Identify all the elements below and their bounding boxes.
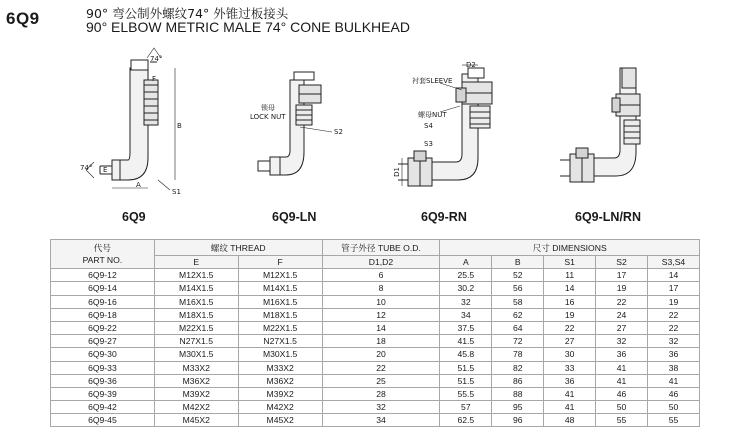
cell-thread-e: N27X1.5	[154, 335, 238, 348]
cell-thread-f: M42X2	[238, 401, 322, 414]
cell-thread-e: M30X1.5	[154, 348, 238, 361]
model-label-6q9-ln-rn: 6Q9-LN/RN	[575, 210, 641, 224]
cell-tube-od: 28	[322, 387, 440, 400]
cell-dim-s3-s4: 36	[648, 348, 700, 361]
table-row	[51, 282, 700, 295]
cell-part-no: 6Q9-27	[51, 335, 155, 348]
cell-thread-f: M30X1.5	[238, 348, 322, 361]
drawing-6q9-ln-rn	[560, 68, 640, 182]
cell-tube-od: 32	[322, 401, 440, 414]
cell-thread-e: M39X2	[154, 387, 238, 400]
cell-dim-s2: 32	[596, 335, 648, 348]
cell-dim-s1: 41	[544, 387, 596, 400]
subheader-f: F	[238, 256, 322, 269]
cell-dim-s2: 41	[596, 374, 648, 387]
table-row	[51, 348, 700, 361]
cell-dim-s1: 41	[544, 401, 596, 414]
drawing-6q9	[86, 48, 175, 190]
table-row	[51, 374, 700, 387]
cell-tube-od: 12	[322, 308, 440, 321]
cell-dim-s3-s4: 46	[648, 387, 700, 400]
cell-part-no: 6Q9-16	[51, 295, 155, 308]
cell-dim-s3-s4: 22	[648, 308, 700, 321]
cell-part-no: 6Q9-22	[51, 321, 155, 334]
cell-dim-b: 88	[492, 387, 544, 400]
subheader-b: B	[492, 256, 544, 269]
series-code: 6Q9	[6, 9, 40, 28]
cell-dim-b: 52	[492, 269, 544, 282]
cell-dim-s2: 19	[596, 282, 648, 295]
cell-dim-a: 62.5	[440, 414, 492, 427]
title-chinese: 90° 弯公制外螺纹74° 外锥过板接头	[86, 6, 289, 21]
cell-part-no: 6Q9-18	[51, 308, 155, 321]
table-row	[51, 335, 700, 348]
cell-dim-b: 82	[492, 361, 544, 374]
cell-part-no: 6Q9-12	[51, 269, 155, 282]
cell-tube-od: 6	[322, 269, 440, 282]
cell-thread-f: M39X2	[238, 387, 322, 400]
angle-label-side: 74°	[80, 164, 93, 172]
cell-dim-s3-s4: 38	[648, 361, 700, 374]
cell-dim-b: 86	[492, 374, 544, 387]
table-row	[51, 387, 700, 400]
cell-dim-a: 51.5	[440, 374, 492, 387]
cell-thread-f: M12X1.5	[238, 269, 322, 282]
cell-thread-e: M12X1.5	[154, 269, 238, 282]
sleeve-label: 衬套SLEEVE	[412, 77, 453, 85]
subheader-d1-d2: D1,D2	[322, 256, 440, 269]
cell-dim-b: 62	[492, 308, 544, 321]
cell-thread-f: M22X1.5	[238, 321, 322, 334]
cell-dim-s3-s4: 41	[648, 374, 700, 387]
fitting-drawings	[0, 40, 750, 230]
cell-dim-s1: 16	[544, 295, 596, 308]
cell-dim-a: 32	[440, 295, 492, 308]
cell-dim-s3-s4: 22	[648, 321, 700, 334]
cell-tube-od: 22	[322, 361, 440, 374]
title-english: 90° ELBOW METRIC MALE 74° CONE BULKHEAD	[86, 19, 410, 35]
cell-tube-od: 18	[322, 335, 440, 348]
drawing-6q9-ln	[258, 72, 332, 175]
nut-label: 螺母NUT	[418, 111, 447, 119]
cell-dim-a: 34	[440, 308, 492, 321]
cell-tube-od: 34	[322, 414, 440, 427]
cell-thread-e: M42X2	[154, 401, 238, 414]
header-thread: 螺纹 THREAD	[154, 240, 322, 256]
dim-s4-label: S4	[424, 122, 433, 130]
cell-thread-e: M22X1.5	[154, 321, 238, 334]
cell-tube-od: 25	[322, 374, 440, 387]
cell-dim-s2: 46	[596, 387, 648, 400]
cell-dim-s1: 11	[544, 269, 596, 282]
cell-dim-s2: 36	[596, 348, 648, 361]
cell-thread-f: M45X2	[238, 414, 322, 427]
cell-thread-f: M14X1.5	[238, 282, 322, 295]
cell-part-no: 6Q9-33	[51, 361, 155, 374]
cell-dim-b: 72	[492, 335, 544, 348]
model-label-6q9-ln: 6Q9-LN	[272, 210, 317, 224]
cell-dim-a: 37.5	[440, 321, 492, 334]
cell-dim-s1: 22	[544, 321, 596, 334]
cell-thread-f: N27X1.5	[238, 335, 322, 348]
dim-s1-label: S1	[172, 188, 181, 196]
cell-dim-s2: 24	[596, 308, 648, 321]
cell-dim-a: 45.8	[440, 348, 492, 361]
cell-dim-a: 30.2	[440, 282, 492, 295]
cell-dim-b: 95	[492, 401, 544, 414]
subheader-e: E	[154, 256, 238, 269]
cell-dim-b: 96	[492, 414, 544, 427]
cell-dim-s1: 33	[544, 361, 596, 374]
cell-dim-s1: 14	[544, 282, 596, 295]
cell-dim-s3-s4: 19	[648, 295, 700, 308]
lock-nut-label: LOCK NUT	[250, 113, 286, 121]
cell-dim-s1: 36	[544, 374, 596, 387]
header-tube-od: 管子外径 TUBE O.D.	[322, 240, 440, 256]
cell-dim-s3-s4: 17	[648, 282, 700, 295]
dim-s3-label: S3	[424, 140, 433, 148]
subheader-s3-s4: S3,S4	[648, 256, 700, 269]
subheader-s1: S1	[544, 256, 596, 269]
cell-dim-a: 51.5	[440, 361, 492, 374]
header-part-no-cn: 代号	[93, 243, 111, 254]
cell-tube-od: 10	[322, 295, 440, 308]
model-label-6q9: 6Q9	[122, 210, 146, 224]
angle-label-top: 74°	[150, 55, 163, 63]
cell-thread-e: M45X2	[154, 414, 238, 427]
cell-dim-s2: 50	[596, 401, 648, 414]
cell-dim-a: 57	[440, 401, 492, 414]
cell-tube-od: 14	[322, 321, 440, 334]
dim-f-label: F	[152, 75, 157, 83]
cell-dim-s1: 27	[544, 335, 596, 348]
table-row	[51, 321, 700, 334]
cell-dim-b: 64	[492, 321, 544, 334]
header-dimensions: 尺寸 DIMENSIONS	[440, 240, 700, 256]
cell-thread-f: M36X2	[238, 374, 322, 387]
cell-thread-e: M36X2	[154, 374, 238, 387]
cell-dim-b: 78	[492, 348, 544, 361]
cell-dim-s1: 19	[544, 308, 596, 321]
cell-dim-s2: 55	[596, 414, 648, 427]
model-label-6q9-rn: 6Q9-RN	[421, 210, 467, 224]
cell-thread-f: M16X1.5	[238, 295, 322, 308]
cell-part-no: 6Q9-45	[51, 414, 155, 427]
cell-part-no: 6Q9-14	[51, 282, 155, 295]
cell-thread-f: M33X2	[238, 361, 322, 374]
cell-thread-f: M18X1.5	[238, 308, 322, 321]
cell-dim-s1: 30	[544, 348, 596, 361]
cell-dim-b: 56	[492, 282, 544, 295]
cell-dim-s2: 17	[596, 269, 648, 282]
subheader-a: A	[440, 256, 492, 269]
cell-dim-b: 58	[492, 295, 544, 308]
cell-thread-e: M16X1.5	[154, 295, 238, 308]
cell-dim-s2: 22	[596, 295, 648, 308]
cell-dim-s3-s4: 55	[648, 414, 700, 427]
table-row	[51, 295, 700, 308]
cell-dim-a: 41.5	[440, 335, 492, 348]
cell-part-no: 6Q9-30	[51, 348, 155, 361]
dim-d1-label: D1	[392, 167, 401, 177]
cell-dim-a: 25.5	[440, 269, 492, 282]
dimension-table	[50, 239, 700, 427]
dim-d2-label: D2	[466, 61, 476, 69]
cell-part-no: 6Q9-39	[51, 387, 155, 400]
cell-dim-s3-s4: 32	[648, 335, 700, 348]
cell-thread-e: M18X1.5	[154, 308, 238, 321]
dim-e-label: E	[103, 166, 108, 174]
table-row	[51, 308, 700, 321]
header-part-no-en: PART NO.	[82, 255, 123, 266]
dim-b-label: B	[177, 122, 182, 130]
cell-thread-e: M14X1.5	[154, 282, 238, 295]
dim-a-label: A	[136, 181, 141, 189]
cell-tube-od: 20	[322, 348, 440, 361]
cell-part-no: 6Q9-42	[51, 401, 155, 414]
cell-thread-e: M33X2	[154, 361, 238, 374]
header-part-no	[51, 240, 155, 269]
cell-dim-s3-s4: 14	[648, 269, 700, 282]
cell-dim-s1: 48	[544, 414, 596, 427]
cell-part-no: 6Q9-36	[51, 374, 155, 387]
cell-dim-s2: 27	[596, 321, 648, 334]
subheader-s2: S2	[596, 256, 648, 269]
cell-dim-s2: 41	[596, 361, 648, 374]
lock-nut-label-cn: 锁母	[261, 104, 275, 112]
cell-dim-a: 55.5	[440, 387, 492, 400]
dim-s2-label: S2	[334, 128, 343, 136]
table-row	[51, 269, 700, 282]
table-row	[51, 414, 700, 427]
table-row	[51, 401, 700, 414]
cell-tube-od: 8	[322, 282, 440, 295]
table-row	[51, 361, 700, 374]
cell-dim-s3-s4: 50	[648, 401, 700, 414]
